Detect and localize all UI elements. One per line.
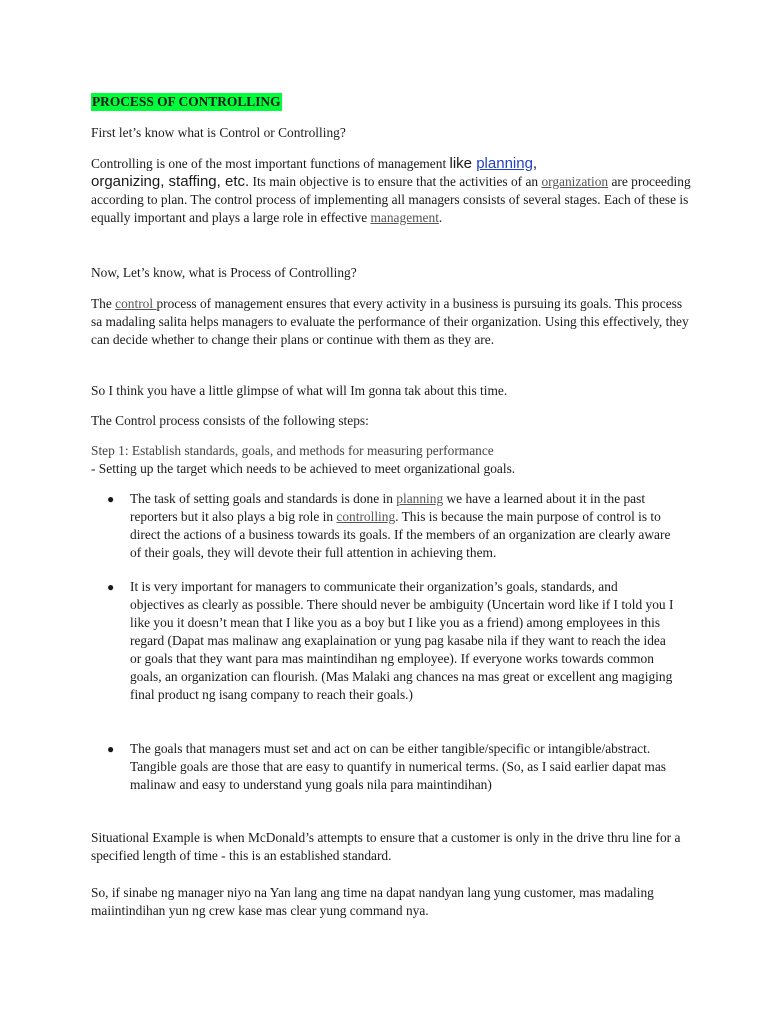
p1-text-d: .: [438, 210, 443, 225]
question-process-of-controlling: Now, Let’s know, what is Process of Controlling?: [91, 265, 357, 280]
p2-text-b: process of management ensures that every activity in a business is pursuing its goals. This process sa madaling salita helps managers to evaluate the performance of their organization. Using this effectively, they can decide whether to change their plans or continue with them as they are.: [91, 296, 689, 347]
intro-question: First let’s know what is Control or Controlling?: [91, 125, 346, 140]
bullet-planning-link[interactable]: planning: [396, 491, 444, 506]
management-link[interactable]: management: [370, 210, 439, 225]
p2-text-a: The: [91, 296, 116, 311]
b1-text-c: . This is because the main purpose of control is to direct the actions of a business towards its goals. If the members of an organization are clearly aware of their goals, they will devote their full attention in achieving them.: [130, 509, 671, 560]
p1-organizing-staffing-text: organizing, staffing, etc.: [91, 173, 250, 190]
paragraph-steps-intro: The Control process consists of the following steps:: [91, 413, 369, 428]
bullet-dot-icon: ●: [107, 492, 115, 506]
paragraph-controlling-definition: [91, 155, 691, 227]
b1-text-b: we have a learned about it in the past reporters but it also plays a big role in: [130, 491, 646, 524]
organization-link[interactable]: organization: [541, 174, 609, 189]
bullet-item-2: [107, 578, 675, 704]
step-1-heading: Step 1: Establish standards, goals, and methods for measuring performance: [91, 443, 494, 458]
paragraph-glimpse: So I think you have a little glimpse of what will Im gonna tak about this time.: [91, 383, 508, 398]
bullet-dot-icon: ●: [107, 580, 115, 594]
b3-text: The goals that managers must set and act on can be either tangible/specific or intangible/abstract. Tangible goals are those that are easy to quantify in numerical terms. (So, as I said earlier dapat mas malinaw and easy to understand yung goals nila para maintindihan): [130, 741, 666, 792]
paragraph-situational-example: Situational Example is when McDonald’s attempts to ensure that a customer is only in the drive thru line for a specified length of time - this is an established standard.: [91, 830, 681, 863]
p1-text-a: Controlling is one of the most important functions of management: [91, 156, 450, 171]
paragraph-control-process: [91, 295, 691, 349]
control-link[interactable]: control: [115, 296, 157, 311]
bullet-item-3: [107, 740, 675, 794]
p1-text-c: are proceeding according to plan. The control process of implementing all managers consists of several stages. Each of these is equally important and plays a large role in effective: [91, 174, 691, 225]
paragraph-conclusion: So, if sinabe ng manager niyo na Yan lang ang time na dapat nandyan lang yung customer, mas madaling maiintindihan yun ng crew kase mas clear yung command nya.: [91, 885, 654, 918]
step-1-subtitle: - Setting up the target which needs to be achieved to meet organizational goals.: [91, 461, 516, 476]
b1-text-a: The task of setting goals and standards is done in: [130, 491, 397, 506]
p1-like-text: like: [449, 155, 477, 172]
planning-link[interactable]: planning: [476, 155, 533, 172]
p1-text-b: Its main objective is to ensure that the activities of an: [249, 174, 542, 189]
controlling-link[interactable]: controlling: [336, 509, 396, 524]
bullet-item-1: [107, 490, 675, 562]
bullet-dot-icon: ●: [107, 742, 115, 756]
p1-comma: ,: [532, 155, 538, 172]
b2-text: It is very important for managers to communicate their organization’s goals, standards, and objectives as clearly as possible. There should never be ambiguity (Uncertain word like if I told you I like you it doesn’t mean that I like you as a boy but I like you as a friend) among employees in this regard (Dapat mas malinaw ang exaplaination or yung pag kasabe nila if they want to reach the idea or goals that they want para mas maintindihan ng employee). If everyone works towards common goals, an organization can flourish. (Mas Malaki ang chances na mas great or excellent ang magiging final product ng isang company to reach their goals.): [130, 579, 674, 702]
document-title: PROCESS OF CONTROLLING: [92, 94, 281, 109]
